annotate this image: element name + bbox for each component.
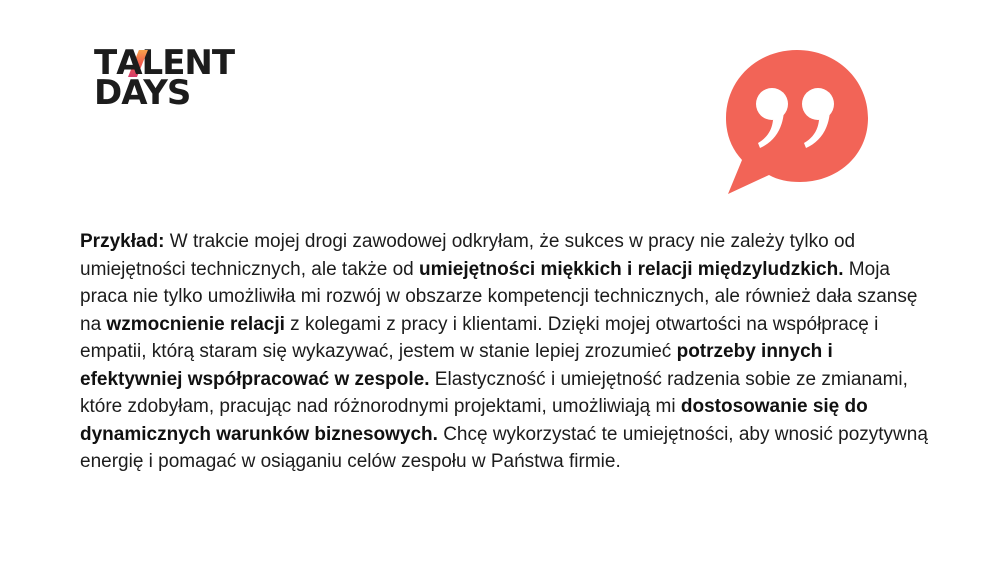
paragraph-segment: Moja praca nie tylko umożliwiła mi rozwój w obszarze kompetencji technicznych, ale również dała szansę na bbox=[80, 258, 918, 335]
paragraph-segment: z kolegami z pracy i klientami. Dzięki mojej otwartości na współpracę i empatii, którą staram się wykazywać, jestem w stanie lepiej zrozumieć bbox=[80, 313, 879, 362]
quote-bubble-icon bbox=[722, 42, 872, 202]
talent-days-logo bbox=[94, 43, 264, 113]
logo-accent-letter bbox=[116, 43, 142, 83]
paragraph-segment: W trakcie mojej drogi zawodowej odkryłam, że sukces w pracy nie zależy tylko od umiejętności technicznych, ale także od bbox=[80, 231, 856, 280]
paragraph-segment: Chcę wykorzystać te umiejętności, aby wnosić pozytywną energię i pomagać w osiąganiu celów zespołu w Państwa firmie. bbox=[80, 423, 928, 472]
logo-rest: LENT bbox=[141, 43, 235, 83]
paragraph-segment: dostosowanie się do dynamicznych warunków biznesowych. bbox=[80, 396, 868, 445]
logo-t: T bbox=[94, 43, 117, 83]
example-paragraph bbox=[80, 228, 940, 476]
paragraph-segment: Elastyczność i umiejętność radzenia sobie ze zmianami, które zdobyłam, pracując nad różnorodnymi projektami, umożliwiają mi bbox=[80, 368, 908, 417]
paragraph-segment: umiejętności miękkich i relacji międzyludzkich. bbox=[419, 258, 844, 280]
paragraph-segment: wzmocnienie relacji bbox=[106, 313, 285, 335]
logo-line-2: DAYS bbox=[94, 73, 191, 113]
paragraph-segment: Przykład: bbox=[80, 231, 165, 252]
logo-a-glyph: A bbox=[116, 43, 142, 83]
quote-bubble-shape bbox=[726, 50, 868, 194]
paragraph-segment: potrzeby innych i efektywniej współpracować w zespole. bbox=[80, 341, 833, 390]
